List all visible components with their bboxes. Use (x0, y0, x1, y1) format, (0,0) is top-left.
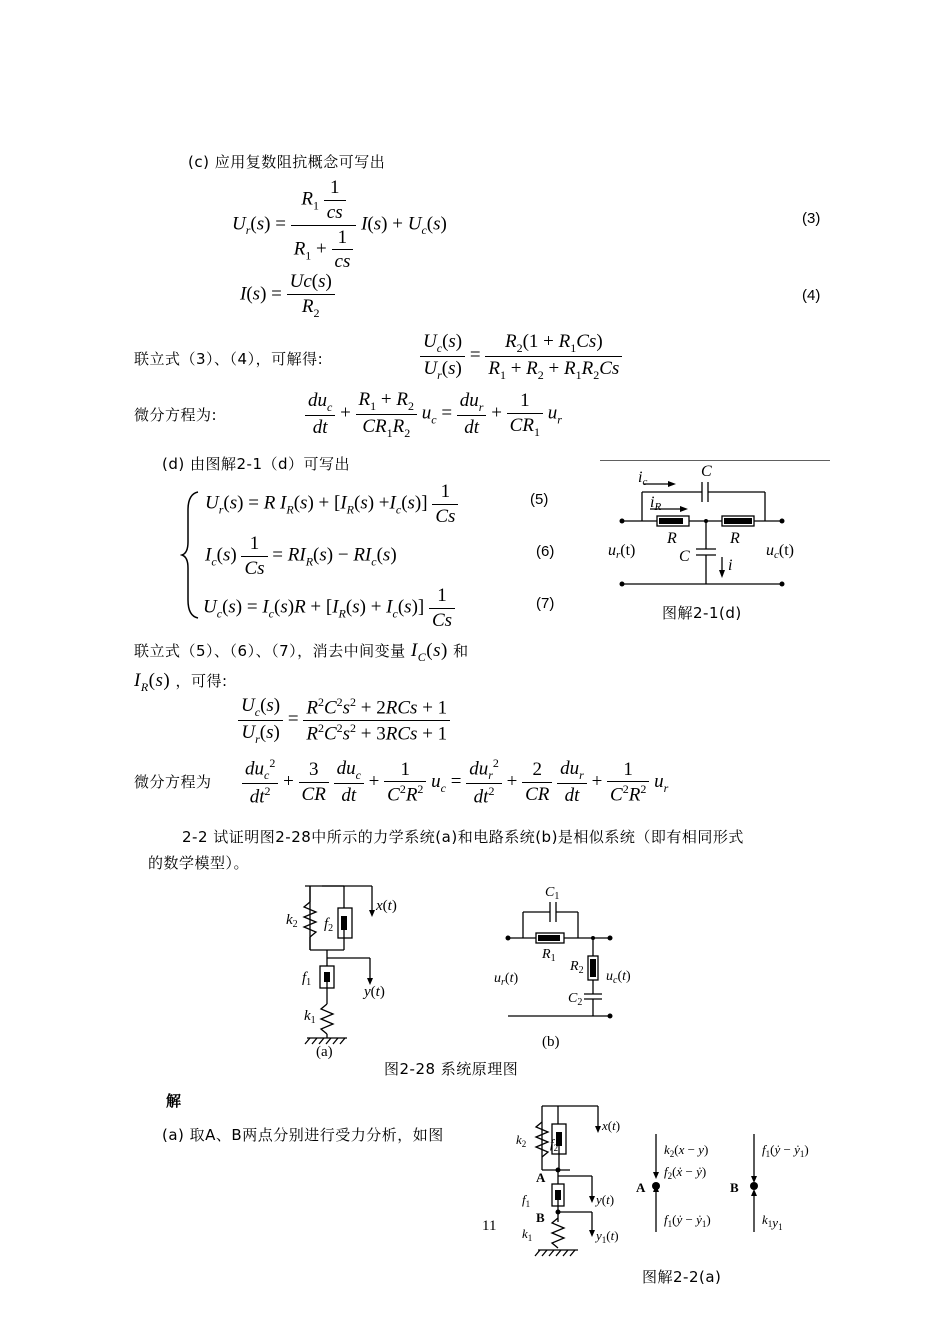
svg-text:y(t): y(t) (596, 1192, 615, 1207)
svg-text:y1(t): $y_1(t)$ (596, 1228, 619, 1245)
solution-heading: 解 (166, 1092, 182, 1110)
problem-2-2-line2: 的数学模型）。 (148, 854, 250, 872)
eq7-label: (7) (536, 595, 555, 612)
section-c-combine-text: 联立式（3）、（4），可解得: (134, 350, 324, 368)
figure-caption-2-28: 图2-28 系统原理图 (384, 1060, 519, 1078)
electrical-system-diagram-b (490, 882, 650, 1027)
svg-text:x(t): x(t) (602, 1118, 621, 1133)
svg-text:f1: $f_1$ (302, 970, 312, 988)
transfer-function-d: $\frac{U_c(s)}{U_r(s)}$ = $R^2C^2s^2 + 2RCs + 1$ $R^2C^2s^2 + 3RCs + 1$ (238, 694, 450, 747)
svg-text:R2: $R_2$ (570, 959, 584, 976)
svg-text:R: R (667, 530, 677, 547)
combine-text-and: 和 (453, 642, 469, 660)
svg-text:uc(t): $u_c(t)$ (606, 969, 631, 986)
svg-text:ur(t): ur(t) (608, 542, 636, 561)
equation-6: $I_c(s)$ $\frac{1}{Cs}$ = $RI_R(s) - RI_c(s)$ (205, 533, 397, 579)
svg-text:iR: iR (650, 494, 662, 513)
svg-text:k1: $k_1$ (304, 1008, 316, 1026)
svg-text:k2: $k_2$ (286, 912, 298, 930)
label-b: (b) (542, 1034, 560, 1050)
svg-text:i: i (728, 557, 733, 574)
section-d-combine-line2 (134, 670, 228, 695)
svg-text:f1: $f_1$ (522, 1192, 531, 1209)
combine-text-1: 联立式（5）、（6）、（7），消去中间变量 (134, 642, 406, 660)
equation-system-brace (180, 490, 202, 620)
svg-text:ic: ic (638, 469, 648, 488)
differential-equation-c: $du_c$ dt + $\frac{R_1 + R_2}{CR_1R_2}$ $u_c$ = $du_r$ dt + $\frac{1}{CR_1}$ $u_r$ (305, 388, 562, 441)
eq4-label: (4) (802, 287, 821, 304)
section-d-intro: (d) 由图解2-1（d）可写出 (162, 455, 351, 473)
svg-text:k2: $k_2$ (516, 1132, 527, 1149)
equation-5: $U_r(s) = R$ $I_R(s) + [I_R(s) +I_c(s)]$ $\frac{1}{Cs}$ (205, 480, 458, 529)
svg-text:A: A (536, 1170, 546, 1185)
svg-text:R1: $R_1$ (542, 947, 556, 964)
combine-text-2: ，可得: (175, 672, 228, 690)
svg-text:f1(ẏ − ẏ1): $f_1(ẏ$ − ẏ$_1$) (664, 1212, 711, 1229)
svg-text:C: C (701, 463, 712, 480)
variable-IR: $I_R(s)$ (134, 670, 171, 694)
section-c-intro: (c) 应用复数阻抗概念可写出 (188, 153, 386, 171)
svg-text:ur(t): $u_r(t)$ (494, 971, 519, 988)
figure-caption-2-1d: 图解2-1(d) (662, 604, 742, 622)
eq5-label: (5) (530, 491, 549, 508)
mechanical-system-diagram-a (280, 882, 410, 1062)
free-body-diagram-2-2a (510, 1100, 830, 1260)
section-d-combine-line1 (134, 640, 469, 665)
svg-text:f2(ẋ − ẏ): $f_2(ẋ$ − ẏ) (664, 1164, 707, 1181)
svg-text:k1: $k_1$ (522, 1226, 533, 1243)
eq6-label: (6) (536, 543, 555, 560)
equation-3: $U_r(s)$ = $R_1$ $\frac{1}{cs}$ $R_1$ + $\frac{1}{cs}$ $I(s) + U_c(s)$ (232, 177, 447, 273)
page-number: 11 (482, 1218, 497, 1234)
section-d-diff-text: 微分方程为 (134, 773, 212, 791)
svg-text:k2(x − y): $k_2(x - y)$ (664, 1142, 709, 1159)
variable-Ic: $I_C(s)$ (410, 640, 448, 664)
transfer-function-c: $\frac{U_c(s)}{U_r(s)}$ = $\frac{R_2(1 + R_1Cs)}{R_1 + R_2 + R_1R_2Cs}$ (420, 330, 622, 383)
section-c-diff-text: 微分方程为: (134, 406, 218, 424)
svg-text:B: B (536, 1210, 545, 1225)
svg-text:f2: $f_2$ (324, 916, 334, 934)
svg-text:y(t): y(t) (364, 984, 385, 1000)
equation-7: $U_c(s) = I_c(s)R + [I_R(s) + I_c(s)]$ $\frac{1}{Cs}$ (203, 584, 455, 633)
figure-caption-2-2a: 图解2-2(a) (642, 1268, 722, 1286)
svg-text:x(t): x(t) (376, 898, 397, 914)
label-a: (a) (316, 1044, 333, 1060)
svg-text:C: C (679, 548, 690, 565)
differential-equation-d: $du_c^2$ $dt^2$ + $\frac{3}{CR}$ $du_c$ dt + $\frac{1}{C^2R^2}$ $u_c$ = $du_r^2$ $dt^2$ + $\frac{2}{CR}$ $du_r$ dt + $\frac{1}{C^2R^2}$ $u_r$ (242, 756, 668, 809)
equation-4: I(s) = $\frac{Uc(s)}{R_2}$ (240, 270, 335, 321)
svg-text:A: A (636, 1180, 646, 1195)
svg-text:B: B (730, 1180, 739, 1195)
svg-text:f1(ẏ − ẏ1): $f_1(ẏ$ − ẏ$_1$) (762, 1142, 809, 1159)
svg-text:f2: $f_2$ (550, 1136, 559, 1153)
eq3-label: (3) (802, 210, 821, 227)
solution-text-a: (a) 取A、B两点分别进行受力分析，如图 (162, 1126, 444, 1144)
svg-text:C2: $C_2$ (568, 991, 583, 1008)
problem-2-2-line1: 2-2 试证明图2-28中所示的力学系统(a)和电路系统(b)是相似系统（即有相同形式 (182, 828, 744, 846)
svg-text:C1: $C_1$ (545, 885, 560, 902)
svg-text:k1y1: $k_1y_1$ (762, 1212, 783, 1232)
svg-text:uc(t): uc(t) (766, 542, 794, 561)
svg-text:R: R (730, 530, 740, 547)
circuit-diagram-2-1d (600, 460, 830, 600)
